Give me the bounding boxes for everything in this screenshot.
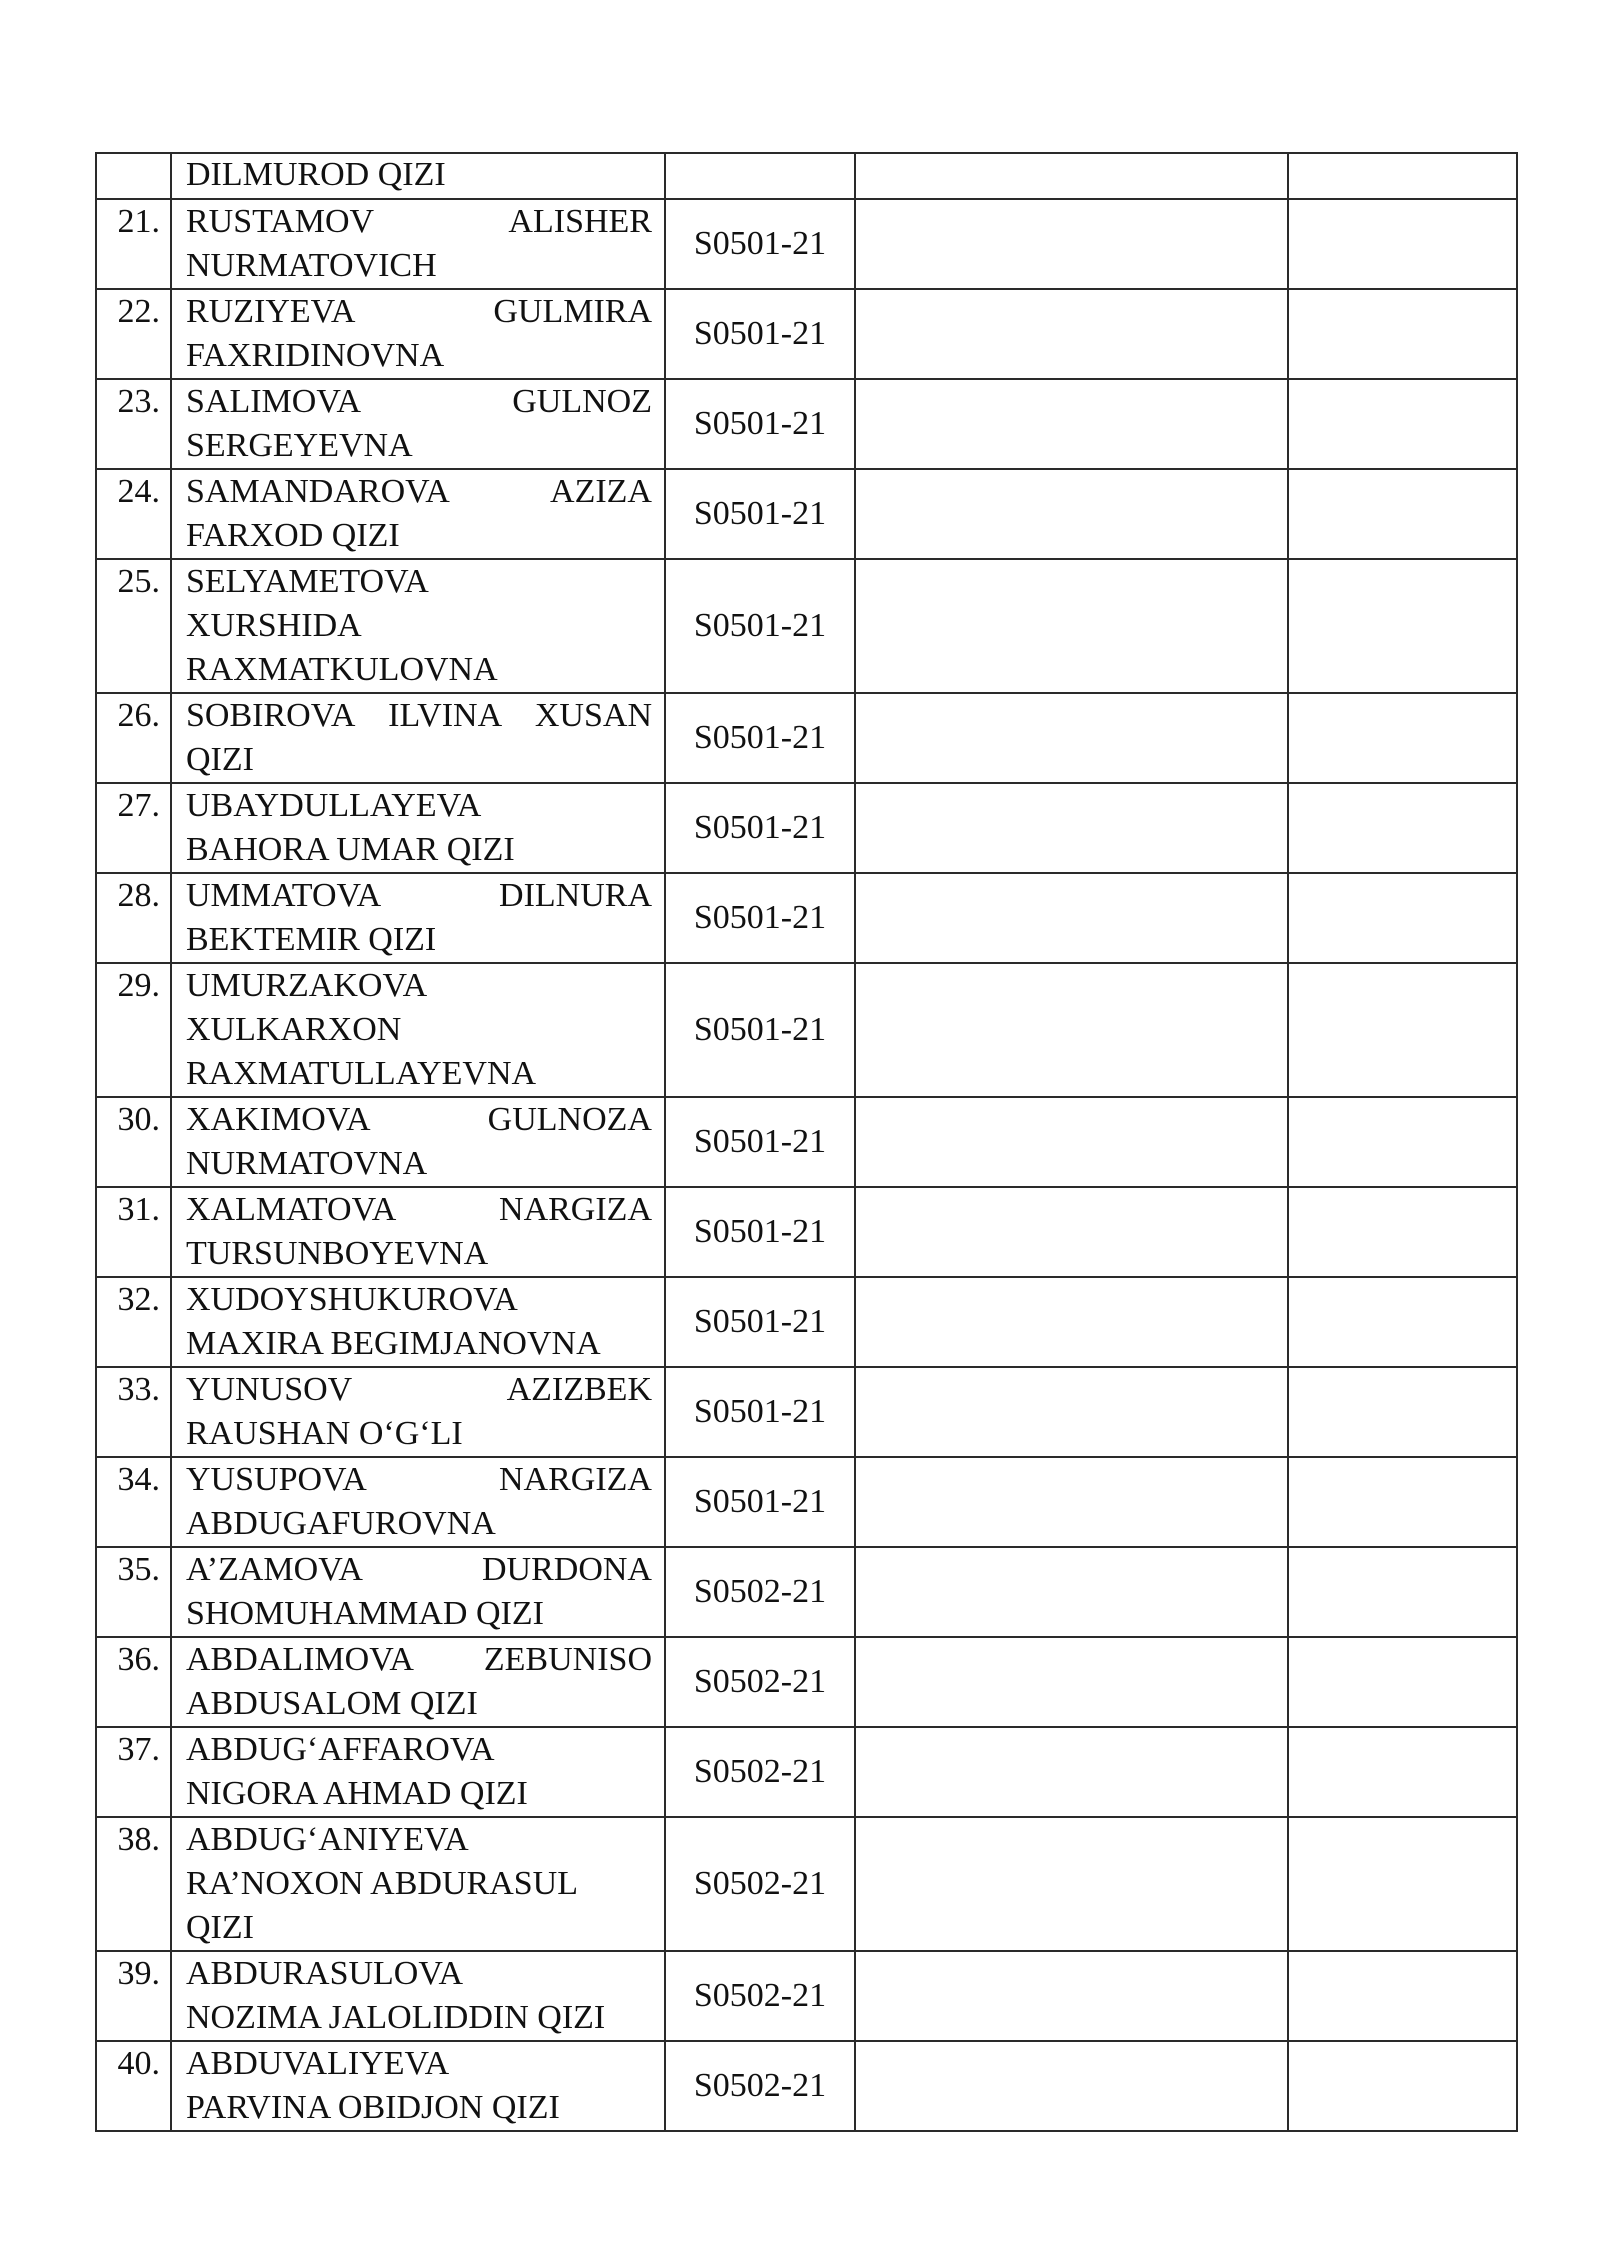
student-name: SOBIROVA ILVINA XUSAN QIZI xyxy=(171,693,665,783)
row-number: 32. xyxy=(96,1277,171,1367)
blank-cell-wide xyxy=(855,379,1288,469)
blank-cell-narrow xyxy=(1288,153,1517,199)
blank-cell-wide xyxy=(855,1817,1288,1951)
blank-cell-wide xyxy=(855,1951,1288,2041)
group-code: S0501-21 xyxy=(665,469,855,559)
student-name: XALMATOVA NARGIZA TURSUNBOYEVNA xyxy=(171,1187,665,1277)
blank-cell-narrow xyxy=(1288,1277,1517,1367)
row-number: 38. xyxy=(96,1817,171,1951)
table-row xyxy=(96,963,1517,1097)
blank-cell-narrow xyxy=(1288,2041,1517,2131)
blank-cell-narrow xyxy=(1288,693,1517,783)
blank-cell-narrow xyxy=(1288,199,1517,289)
table-row xyxy=(96,783,1517,873)
table-row xyxy=(96,379,1517,469)
row-number: 27. xyxy=(96,783,171,873)
table-row xyxy=(96,469,1517,559)
blank-cell-wide xyxy=(855,1727,1288,1817)
blank-cell-wide xyxy=(855,693,1288,783)
row-number: 31. xyxy=(96,1187,171,1277)
blank-cell-wide xyxy=(855,1367,1288,1457)
table-row xyxy=(96,1817,1517,1951)
student-name: SAMANDAROVA AZIZA FARXOD QIZI xyxy=(171,469,665,559)
student-name: RUZIYEVA GULMIRA FAXRIDINOVNA xyxy=(171,289,665,379)
blank-cell-narrow xyxy=(1288,1097,1517,1187)
row-number: 40. xyxy=(96,2041,171,2131)
table-row xyxy=(96,1637,1517,1727)
student-name: UMURZAKOVA XULKARXON RAXMATULLAYEVNA xyxy=(171,963,665,1097)
blank-cell-wide xyxy=(855,783,1288,873)
group-code: S0502-21 xyxy=(665,2041,855,2131)
group-code: S0501-21 xyxy=(665,783,855,873)
blank-cell-narrow xyxy=(1288,1457,1517,1547)
blank-cell-narrow xyxy=(1288,379,1517,469)
group-code: S0501-21 xyxy=(665,1097,855,1187)
blank-cell-narrow xyxy=(1288,873,1517,963)
group-code: S0502-21 xyxy=(665,1637,855,1727)
blank-cell-narrow xyxy=(1288,783,1517,873)
blank-cell-wide xyxy=(855,1097,1288,1187)
student-name: ABDUG‘ANIYEVA RA’NOXON ABDURASUL QIZI xyxy=(171,1817,665,1951)
table-row xyxy=(96,1727,1517,1817)
table-row xyxy=(96,289,1517,379)
table-row xyxy=(96,2041,1517,2131)
group-code: S0501-21 xyxy=(665,1187,855,1277)
group-code: S0501-21 xyxy=(665,1277,855,1367)
row-number: 29. xyxy=(96,963,171,1097)
group-code: S0502-21 xyxy=(665,1727,855,1817)
blank-cell-wide xyxy=(855,559,1288,693)
blank-cell-wide xyxy=(855,2041,1288,2131)
table-row xyxy=(96,559,1517,693)
group-code: S0501-21 xyxy=(665,379,855,469)
blank-cell-wide xyxy=(855,289,1288,379)
row-number: 37. xyxy=(96,1727,171,1817)
blank-cell-narrow xyxy=(1288,1951,1517,2041)
row-number: 30. xyxy=(96,1097,171,1187)
blank-cell-narrow xyxy=(1288,1367,1517,1457)
group-code: S0501-21 xyxy=(665,289,855,379)
student-name: SALIMOVA GULNOZ SERGEYEVNA xyxy=(171,379,665,469)
blank-cell-narrow xyxy=(1288,1187,1517,1277)
group-code: S0502-21 xyxy=(665,1951,855,2041)
row-number: 22. xyxy=(96,289,171,379)
table-row xyxy=(96,1367,1517,1457)
student-name: XUDOYSHUKUROVA MAXIRA BEGIMJANOVNA xyxy=(171,1277,665,1367)
row-number: 24. xyxy=(96,469,171,559)
table-row xyxy=(96,1187,1517,1277)
group-code: S0502-21 xyxy=(665,1547,855,1637)
group-code xyxy=(665,153,855,199)
student-name: UMMATOVA DILNURA BEKTEMIR QIZI xyxy=(171,873,665,963)
table-row xyxy=(96,693,1517,783)
blank-cell-narrow xyxy=(1288,1547,1517,1637)
blank-cell-wide xyxy=(855,963,1288,1097)
blank-cell-narrow xyxy=(1288,559,1517,693)
student-name: ABDUG‘AFFAROVA NIGORA AHMAD QIZI xyxy=(171,1727,665,1817)
blank-cell-wide xyxy=(855,1277,1288,1367)
group-code: S0501-21 xyxy=(665,199,855,289)
table-row xyxy=(96,1457,1517,1547)
table-row xyxy=(96,1277,1517,1367)
row-number xyxy=(96,153,171,199)
student-roster-table xyxy=(95,152,1518,2132)
student-name: A’ZAMOVA DURDONA SHOMUHAMMAD QIZI xyxy=(171,1547,665,1637)
row-number: 35. xyxy=(96,1547,171,1637)
row-number: 33. xyxy=(96,1367,171,1457)
table-row xyxy=(96,199,1517,289)
student-name: ABDALIMOVA ZEBUNISO ABDUSALOM QIZI xyxy=(171,1637,665,1727)
student-name: ABDURASULOVA NOZIMA JALOLIDDIN QIZI xyxy=(171,1951,665,2041)
row-number: 34. xyxy=(96,1457,171,1547)
blank-cell-wide xyxy=(855,199,1288,289)
row-number: 26. xyxy=(96,693,171,783)
row-number: 39. xyxy=(96,1951,171,2041)
blank-cell-narrow xyxy=(1288,289,1517,379)
student-name: DILMUROD QIZI xyxy=(171,153,665,199)
group-code: S0502-21 xyxy=(665,1817,855,1951)
blank-cell-wide xyxy=(855,1457,1288,1547)
student-name: YUSUPOVA NARGIZA ABDUGAFUROVNA xyxy=(171,1457,665,1547)
group-code: S0501-21 xyxy=(665,559,855,693)
blank-cell-wide xyxy=(855,873,1288,963)
table-row xyxy=(96,153,1517,199)
blank-cell-wide xyxy=(855,153,1288,199)
row-number: 36. xyxy=(96,1637,171,1727)
row-number: 25. xyxy=(96,559,171,693)
row-number: 28. xyxy=(96,873,171,963)
student-name: SELYAMETOVA XURSHIDA RAXMATKULOVNA xyxy=(171,559,665,693)
group-code: S0501-21 xyxy=(665,1457,855,1547)
student-name: YUNUSOV AZIZBEK RAUSHAN O‘G‘LI xyxy=(171,1367,665,1457)
blank-cell-wide xyxy=(855,469,1288,559)
table-row xyxy=(96,873,1517,963)
blank-cell-narrow xyxy=(1288,1727,1517,1817)
student-name: UBAYDULLAYEVA BAHORA UMAR QIZI xyxy=(171,783,665,873)
row-number: 23. xyxy=(96,379,171,469)
roster-body xyxy=(96,153,1517,2131)
blank-cell-narrow xyxy=(1288,1637,1517,1727)
group-code: S0501-21 xyxy=(665,1367,855,1457)
row-number: 21. xyxy=(96,199,171,289)
blank-cell-narrow xyxy=(1288,963,1517,1097)
table-row xyxy=(96,1097,1517,1187)
group-code: S0501-21 xyxy=(665,693,855,783)
student-name: XAKIMOVA GULNOZA NURMATOVNA xyxy=(171,1097,665,1187)
student-name: ABDUVALIYEVA PARVINA OBIDJON QIZI xyxy=(171,2041,665,2131)
blank-cell-wide xyxy=(855,1187,1288,1277)
student-name: RUSTAMOV ALISHER NURMATOVICH xyxy=(171,199,665,289)
blank-cell-wide xyxy=(855,1547,1288,1637)
table-row xyxy=(96,1547,1517,1637)
blank-cell-narrow xyxy=(1288,469,1517,559)
table-row xyxy=(96,1951,1517,2041)
blank-cell-wide xyxy=(855,1637,1288,1727)
group-code: S0501-21 xyxy=(665,963,855,1097)
blank-cell-narrow xyxy=(1288,1817,1517,1951)
group-code: S0501-21 xyxy=(665,873,855,963)
